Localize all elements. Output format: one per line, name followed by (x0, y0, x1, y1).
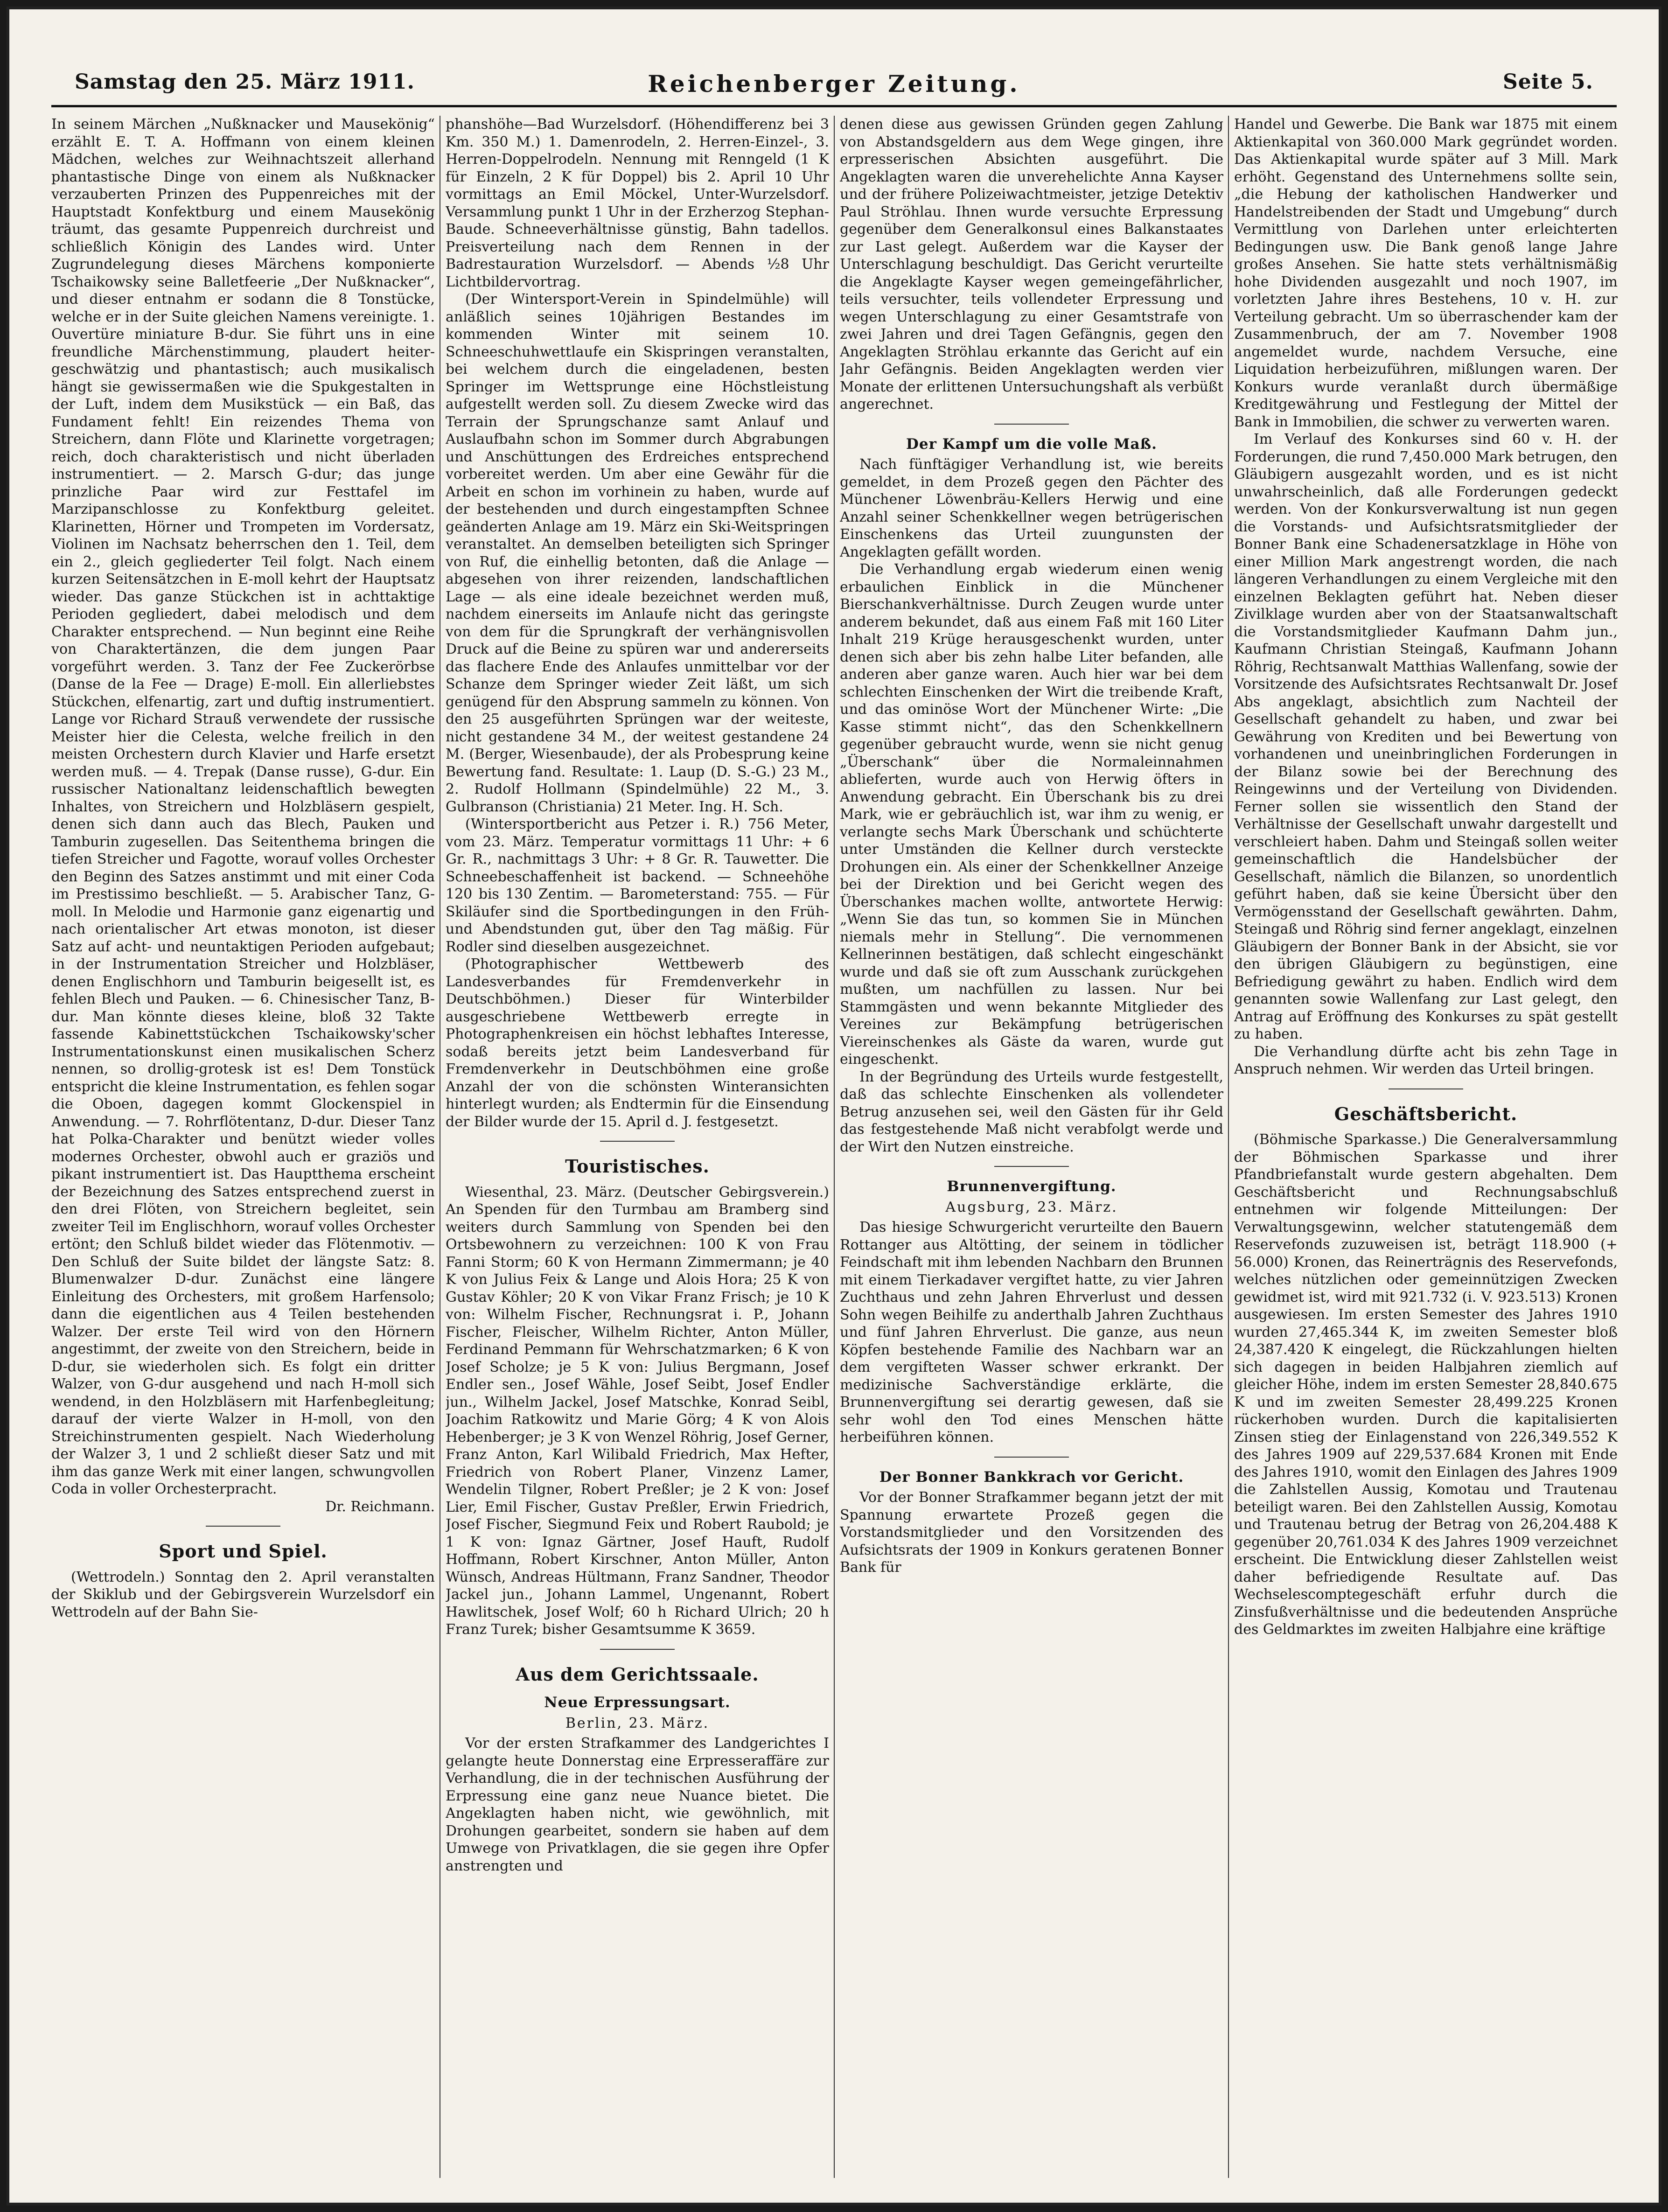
dateline-augsburg: Augsburg, 23. März. (945, 1199, 1118, 1215)
column-divider (834, 116, 835, 2178)
article-wiesenthal: Wiesenthal, 23. März. (Deutscher Gebirgsverein.) An Spenden für den Turmbau am Bramberg sind weiters durch Sammlung von Spenden bei den Ortsbewohnern zu verzeichnen: 100 K von Frau Fanni Storm; 60 K von Hermann Zimmermann; je 40 K von Julius Feix & Lange und Alois Hora; 25 K von Gustav Köhler; 20 K von Vikar Franz Frisch; je 10 K von: Wilhelm Fischer, Rechnungsrat i. P., Johann Fischer, Fleischer, Wilhelm Richter, Anton Müller, Ferdinand Pemmann für Wehrschatzmarken; 6 K von Josef Scholze; je 5 K von: Julius Bergmann, Josef Endler sen., Josef Wähle, Josef Seibt, Josef Endler jun., Wilhelm Jackel, Josef Matschke, Konrad Seibl, Joachim Ratkowitz und Marie Görg; 4 K von Alois Hebenberger; je 3 K von Wenzel Röhrig, Josef Gerner, Franz Anton, Karl Wilibald Friedrich, Max Hefter, Friedrich von Robert Planer, Vinzenz Lamer, Wendelin Tilgner, Robert Preßler; je 2 K von: Josef Lier, Emil Fischer, Gustav Preßler, Erwin Friedrich, Josef Fischer, Siegmund Feix und Robert Raubold; je 1 K von: Ignaz Gärtner, Josef Hauft, Rudolf Hoffmann, Robert Kirschner, Anton Müller, Anton Wünsch, Andreas Hültmann, Franz Sandner, Theodor Jackel jun., Johann Lammel, Ungenannt, Robert Hawlitschek, Josef Wolf; 60 h Richard Ulrich; 20 h Franz Turek; bisher Gesamtsumme K 3659. (446, 1184, 829, 1638)
column-divider (1228, 116, 1229, 2178)
divider (994, 1166, 1069, 1167)
article-title-mass: Der Kampf um die volle Maß. (906, 435, 1157, 453)
column-2 (446, 116, 829, 2178)
article-title-brunnen: Brunnenvergiftung. (947, 1178, 1117, 1195)
section-heading-touristisches: Touristisches. (565, 1156, 710, 1177)
article-nutcracker: In seinem Märchen „Nußknacker und Mausekönig“ erzählt E. T. A. Hoffmann von einem kleinen Mädchen, welches zur Weihnachtszeit allerhand phantastische Dinge von einem als Nußknacker verzauberten Prinzen des Puppenreiches mit der Hauptstadt Konfektburg und einem Mausekönig träumt, das gesamte Puppenreich durchreist und schließlich Königin des Landes wird. Unter Zugrundelegung dieses Märchens komponierte Tschaikowsky seine Balletfeerie „Der Nußknacker“, und dieser entnahm er sodann die 8 Tonstücke, welche er in der Suite gleichen Namens vereinigte. 1. Ouvertüre miniature B-dur. Sie führt uns in eine freundliche Märchenstimmung, plaudert heiter-geschwätzig und phantastisch; auch musikalisch hängt sie gewissermaßen wie die Spukgestalten in der Luft, indem dem Musikstück — ein Baß, das Fundament fehlt! Ein reizendes Thema von Streichern, dann Flöte und Klarinette vorgetragen; reich, doch charakteristisch und nicht überladen instrumentiert. — 2. Marsch G-dur; das junge prinzliche Paar wird zur Festtafel im Marzipanschlosse zu Konfektburg geleitet. Klarinetten, Hörner und Trompeten im Vordersatz, Violinen im Nachsatz beherrschen den 1. Teil, dem ein 2., gleich gegliederter Teil folgt. Nach einem kurzen Seitensätzchen in E-moll kehrt der Hauptsatz wieder. Das ganze Stückchen ist in achttaktige Perioden gegliedert, dabei melodisch und dem Charakter entsprechend. — Nun beginnt eine Reihe von Charaktertänzen, die dem jungen Paar vorgeführt werden. 3. Tanz der Fee Zuckerörbse (Danse de la Fee — Drage) E-moll. Ein allerliebstes Stückchen, elfenartig, zart und duftig instrumentiert. Lange vor Richard Strauß verwendete der russische Meister hier die Celesta, welche freilich in den meisten Orchestern durch Klavier und Harfe ersetzt werden muß. — 4. Trepak (Danse russe), G-dur. Ein russischer Nationaltanz leidenschaftlich bewegten Inhaltes, von Streichern und Holzbläsern gespielt, denen sich dann auch das Blech, Pauken und Tamburin zugesellen. Das Seitenthema bringen die tiefen Streicher und Fagotte, worauf volles Orchester den Beginn des Satzes anstimmt und mit einer Coda im Prestissimo beschließt. — 5. Arabischer Tanz, G-moll. In Melodie und Harmonie ganz eigenartig und nach orientalischer Art etwas monoton, ist dieser Satz auf acht- und neuntaktigen Perioden aufgebaut; in der Instrumentation Streicher und Holzbläser, denen Englischhorn und Tamburin beigesellt ist, es fehlen Blech und Pauken. — 6. Chinesischer Tanz, B-dur. Man könnte dieses kleine, bloß 32 Takte fassende Kabinettstückchen Tschaikowsky'scher Instrumentationskunst einen musikalischen Scherz nennen, so drollig-grotesk ist es! Dem Tonstück entspricht die kleine Instrumentation, es fehlen sogar die Oboen, dagegen kommt Glockenspiel in Anwendung. — 7. Rohrflötentanz, D-dur. Dieser Tanz hat Polka-Charakter und benützt wieder volles modernes Orchester, obwohl auch er graziös und pikant instrumentiert ist. Das Hauptthema erscheint der Bezeichnung des Satzes entsprechend zuerst in den drei Flöten, von Streichern begleitet, sein zweiter Teil im Englischhorn, worauf volles Orchester ertönt; den Schluß bildet wieder das Flötenmotiv. — Den Schluß der Suite bildet der längste Satz: 8. Blumenwalzer D-dur. Zunächst eine längere Einleitung des Orchesters, mit großem Harfensolo; dann die eigentlichen aus 4 Teilen bestehenden Walzer. Der erste Teil wird von den Hörnern angestimmt, der zweite von den Streichern, beide in D-dur, sie wiederholen sich. Es folgt ein dritter Walzer, von G-dur ausgehend und nach H-moll sich wendend, in den Holzbläsern mit Harfenbegleitung; darauf der vierte Walzer in H-moll, von den Streichinstrumenten gespielt. Nach Wiederholung der Walzer 3, 1 und 2 schließt dieser Satz und mit ihm das ganze Werk mit einer langen, schwungvollen Coda in voller Orchesterpracht. (51, 116, 435, 1497)
divider (994, 424, 1069, 425)
newspaper-page (7, 7, 1661, 2205)
column-4 (1234, 116, 1618, 2178)
section-heading-sport: Sport und Spiel. (159, 1541, 328, 1562)
issue-date: Samstag den 25. März 1911. (75, 70, 415, 94)
column-3 (840, 116, 1223, 2178)
article-spindelmuehle: (Der Wintersport-Verein in Spindelmühle) will anläßlich seines 10jährigen Bestandes im kommenden Winter mit seinem 10. Schneeschuhwettlaufe ein Skispringen veranstalten, bei welchem durch die eingeladenen, besten Springer im Wettsprunge eine Höchstleistung aufgestellt werden soll. Zu diesem Zwecke wird das Terrain der Sprungschanze samt Anlauf und Auslaufbahn schon im Sommer durch Abgrabungen und Anschüttungen des Erdreiches entsprechend vorbereitet werden. Um aber eine Gewähr für die Arbeit en schon im vorhinein zu haben, wurde auf der bestehenden und durch eingestampften Schnee geänderten Anlage am 19. März ein Ski-Weitspringen veranstaltet. An demselben beteiligten sich Springer von Ruf, die einhellig betonten, daß die Anlage — abgesehen von ihrer reizenden, landschaftlichen Lage — als eine ideale bezeichnet werden muß, nachdem einerseits im Anlaufe nicht das geringste von dem für die Sprungkraft der verhängnisvollen Druck auf die Beine zu spüren war und andererseits das flachere Ende des Anlaufes unmittelbar vor der Schanze dem Springer wieder Zeit läßt, um sich genügend für den Absprung sammeln zu können. Von den 25 ausgeführten Sprüngen war der weiteste, nicht gestandene 34 M., der weitest gestandene 24 M. (Berger, Wiesenbaude), der als Probesprung keine Bewertung fand. Resultate: 1. Laup (D. S.-G.) 23 M., 2. Rudolf Hollmann (Spindelmühle) 22 M., 3. Gulbranson (Christiania) 21 Meter. Ing. H. Sch. (446, 291, 829, 815)
article-bonner-bank-cont: Handel und Gewerbe. Die Bank war 1875 mit einem Aktienkapital von 360.000 Mark gegründet worden. Das Aktienkapital wurde später auf 3 Mill. Mark erhöht. Gegenstand des Unternehmens sollte sein, „die Hebung der katholischen Handwerker und Handelstreibenden der Stadt und Umgebung“ durch Vermittlung von Darlehen unter erleichterten Bedingungen usw. Die Bank genoß lange Jahre großes Ansehen. Sie hatte stets verhältnismäßig hohe Dividenden ausgezahlt und noch 1907, im vorletzten Jahre ihres Bestehens, 10 v. H. zur Verteilung gebracht. Um so überraschender kam der Zusammenbruch, der am 7. November 1908 angemeldet wurde, nachdem Versuche, eine Liquidation herbeizuführen, mißlungen waren. Der Konkurs wurde veranlaßt durch übermäßige Kreditgewährung und Festlegung der Mittel der Bank in Immobilien, die schwer zu verwerten waren. (1234, 116, 1618, 430)
masthead-title: Reichenberger Zeitung. (648, 70, 1020, 98)
article-erpressung: Vor der ersten Strafkammer des Landgerichtes I gelangte heute Donnerstag eine Erpresseraffäre zur Verhandlung, die in der technischen Ausführung der Erpressung eine ganz neue Nuance bietet. Die Angeklagten haben nicht, wie gewöhnlich, mit Drohungen gearbeitet, sondern sie haben auf dem Umwege von Privatklagen, die sie gegen ihre Opfer anstrengten und (446, 1735, 829, 1874)
dateline-berlin: Berlin, 23. März. (565, 1715, 710, 1731)
article-title-bonner-bank: Der Bonner Bankkrach vor Gericht. (879, 1468, 1184, 1486)
article-photo-contest: (Photographischer Wettbewerb des Landesverbandes für Fremdenverkehr in Deutschböhmen.) Dieser für Winterbilder ausgeschriebene Wettbewerb erregte in Photographenkreisen ein höchst lebhaftes Interesse, sodaß bereits jetzt beim Landesverband für Fremdenverkehr in Deutschböhmen eine große Anzahl der von die schönsten Winteransichten hinterlegt wurden; als Endtermin für die Einsendung der Bilder wurde der 15. April d. J. festgesetzt. (446, 956, 829, 1130)
article-mass-intro: Nach fünftägiger Verhandlung ist, wie bereits gemeldet, in dem Prozeß gegen den Pächter des Münchener Löwenbräu-Kellers Herwig und eine Anzahl seiner Schenkkellner wegen betrügerischen Einschenkens das Urteil zuungunsten der Angeklagten gefällt worden. (840, 456, 1223, 560)
column-1 (51, 116, 435, 2178)
article-bonner-bank-end: Die Verhandlung dürfte acht bis zehn Tage in Anspruch nehmen. Wir werden das Urteil bringen. (1234, 1043, 1618, 1077)
article-erpressung-cont: denen diese aus gewissen Gründen gegen Zahlung von Abstandsgeldern aus dem Wege gingen, ihre erpresserischen Absichten ausgeführt. Die Angeklagten waren die unverehelichte Anna Kayser und der frühere Polizeiwachtmeister, jetzige Detektiv Paul Ströhlau. Ihnen wurde versuchte Erpressung gegenüber dem Generalkonsul eines Balkanstaates zur Last gelegt. Außerdem war die Kayser der Unterschlagung beschuldigt. Das Gericht verurteilte die Angeklagte Kayser wegen gemeingefährlicher, teils versuchter, teils vollendeter Erpressung und wegen Unterschlagung zu einer Gesamtstrafe von zwei Jahren und drei Tagen Gefängnis, gegen den Angeklagten Ströhlau erkannte das Gericht auf ein Jahr Gefängnis. Beiden Angeklagten werden vier Monate der erlittenen Untersuchungshaft als verbüßt angerechnet. (840, 116, 1223, 412)
divider (206, 1526, 280, 1527)
section-heading-geschaeftsbericht: Geschäftsbericht. (1334, 1103, 1518, 1124)
divider (994, 1457, 1069, 1458)
article-bonner-bank-konkurs: Im Verlauf des Konkurses sind 60 v. H. der Forderungen, die rund 7,450.000 Mark betrugen, den Gläubigern ausgezahlt worden, und es ist nicht unwahrscheinlich, daß alle Forderungen gedeckt werden. Von der Konkursverwaltung ist nun gegen die Vorstands- und Aufsichtsratsmitglieder der Bonner Bank eine Schadenersatzklage in Höhe von einer Million Mark angestrengt worden, die nach längeren Verhandlungen zu einem Vergleiche mit den einzelnen Beklagten geführt hat. Neben dieser Zivilklage wurden aber von der Staatsanwaltschaft die Vorstandsmitglieder Kaufmann Dahm jun., Kaufmann Christian Steingaß, Kaufmann Johann Röhrig, Rechtsanwalt Matthias Wallenfang, sowie der Vorsitzende des Aufsichtsrates Rechtsanwalt Dr. Josef Abs angeklagt, absichtlich zum Nachteil der Gesellschaft gehandelt zu haben, und zwar bei Gewährung von Krediten und bei Bewertung von vorhandenen und uneinbringlichen Forderungen in der Bilanz sowie bei der Berechnung des Reingewinns und der Verteilung von Dividenden. Ferner sollen sie wissentlich den Stand der Verhältnisse der Gesellschaft unwahr dargestellt und verschleiert haben. Dahm und Steingaß sollen weiter gemeinschaftlich die Handelsbücher der Gesellschaft, nämlich die Bilanzen, so unordentlich geführt haben, daß sie keine Übersicht über den Vermögensstand der Gesellschaft gewährten. Dahm, Steingaß und Röhrig sind ferner angeklagt, einzelnen Gläubigern der Bonner Bank in der Absicht, sie vor den übrigen Gläubigern zu begünstigen, eine Befriedigung gewährt zu haben. Endlich wird dem genannten sowie Wallenfang zur Last gelegt, den Antrag auf Eröffnung des Konkurses zu spät gestellt zu haben. (1234, 431, 1618, 1042)
article-petzer: (Wintersportbericht aus Petzer i. R.) 756 Meter, vom 23. März. Temperatur vormittags 11 Uhr: + 6 Gr. R., nachmittags 3 Uhr: + 8 Gr. R. Tauwetter. Die Schneebeschaffenheit ist backend. — Schneehöhe 120 bis 130 Zentim. — Barometerstand: 755. — Für Skiläufer sind die Sportbedingungen in den Früh- und Abendstunden gut, über den Tag mäßig. Für Rodler sind dieselben ausgezeichnet. (446, 816, 829, 955)
article-mass-verdict: In der Begründung des Urteils wurde festgestellt, daß das schlechte Einschenken als vollendeter Betrug anzusehen sei, weil den Gästen für ihr Geld das festgestehende Maß nicht verabfolgt werde und der Wirt den Nutzen einstreiche. (840, 1068, 1223, 1155)
page-number: Seite 5. (1502, 70, 1593, 94)
article-wettrodeln: (Wettrodeln.) Sonntag den 2. April veranstalten der Skiklub und der Gebirgsverein Wurzelsdorf ein Wettrodeln auf der Bahn Sie- (51, 1569, 435, 1620)
article-mass-body: Die Verhandlung ergab wiederum einen wenig erbaulichen Einblick in die Münchener Bierschankverhältnisse. Durch Zeugen wurde unter anderem bekundet, daß aus einem Faß mit 160 Liter Inhalt 219 Krüge herausgeschenkt wurden, unter denen sich aber bis zehn halbe Liter befanden, alle anderen aber ganze waren. Auch hier war bei dem schlechten Einschenken der Wirt die treibende Kraft, und das ominöse Wort der Münchener Wirte: „Die Kasse stimmt nicht“, das den Schenkkellnern gegenüber gebraucht wurde, wenn sie nicht genug „Überschank“ über die Normaleinnahmen ablieferten, wurde auch von Herwig öfters in Anwendung gebracht. Ein Überschank bis zu drei Mark, wie er gebräuchlich ist, war ihm zu wenig, er verlangte sechs Mark Überschank und schüchterte unter Umständen die Kellner durch versteckte Drohungen ein. Als einer der Schenkkellner Anzeige bei der Direktion und bei Gericht wegen des Überschankes machen wollte, antwortete Herwig: „Wenn Sie das tun, so kommen Sie in München niemals mehr in Stellung“. Die vernommenen Kellnerinnen bestätigen, daß schlecht eingeschänkt wurde und daß sie oft zum Ausschank zurückgehen mußten, um nachfüllen zu lassen. Nur bei Stammgästen und wenn bekannte Mitglieder des Vereines zur Bekämpfung betrügerischen Viereinschenkes als Gäste da waren, wurde gut eingeschenkt. (840, 561, 1223, 1068)
header-rule (51, 105, 1617, 107)
article-sparkasse: (Böhmische Sparkasse.) Die Generalversammlung der Böhmischen Sparkasse und ihrer Pfandbriefanstalt wurde gestern abgehalten. Dem Geschäftsbericht und Rechnungsabschluß entnehmen wir folgende Mitteilungen: Der Verwaltungsgewinn, welcher statutengemäß dem Reservefonds zuzuweisen ist, beträgt 118.900 (+ 56.000) Kronen, das Reinerträgnis des Reservefonds, welches nützlichen oder gemeinnützigen Zwecken gewidmet ist, wird mit 921.732 (i. V. 923.513) Kronen ausgewiesen. Im ersten Semester des Jahres 1910 wurden 27,465.344 K, im zweiten Semester bloß 24,387.420 K eingelegt, die Rückzahlungen hielten sich dagegen in beiden Halbjahren ziemlich auf gleicher Höhe, indem im ersten Semester 28,840.675 K und im zweiten Semester 28,499.225 Kronen rückerhoben wurden. Durch die kapitalisierten Zinsen stieg der Einlagenstand von 226,349.552 K des Jahres 1909 auf 229,537.684 Kronen mit Ende des Jahres 1910, womit den Einlagen des Jahres 1909 die Zahlstellen Aussig, Komotau und Trautenau beteiligt waren. Bei den Zahlstellen Aussig, Komotau und Trautenau betrug der Betrag von 26,204.488 K gegenüber 20,761.034 K des Jahres 1909 verzeichnet erscheint. Die Entwicklung dieser Zahlstellen weist daher befriedigende Resultate auf. Das Wechselescomptegeschäft erfuhr durch die Zinsfußverhältnisse und die bedeutenden Ansprüche des Geldmarktes im zweiten Halbjahre eine kräftige (1234, 1131, 1618, 1638)
article-bonner-bank: Vor der Bonner Strafkammer begann jetzt der mit Spannung erwartete Prozeß gegen die Vorstandsmitglieder und den Vorsitzenden des Aufsichtsrats der 1909 in Konkurs geratenen Bonner Bank für (840, 1489, 1223, 1576)
section-heading-gerichtssaal: Aus dem Gerichtssaale. (516, 1663, 759, 1685)
article-brunnen: Das hiesige Schwurgericht verurteilte den Bauern Rottanger aus Altötting, der seinem in tödlicher Feindschaft mit ihm lebenden Nachbarn den Brunnen mit einem Tierkadaver vergiftet hatte, zu vier Jahren Zuchthaus und zehn Jahren Ehrverlust und dessen Sohn wegen Beihilfe zu anderthalb Jahren Zuchthaus und fünf Jahren Ehrverlust. Die ganze, aus neun Köpfen bestehende Familie des Nachbarn war an dem vergifteten Wasser schwer erkrankt. Der medizinische Sachverständige erklärte, die Brunnenvergiftung sei derartig gewesen, daß sie sehr wohl den Tod eines Menschen hätte herbeiführen können. (840, 1219, 1223, 1445)
article-title-erpressung: Neue Erpressungsart. (544, 1694, 731, 1711)
article-wettrodeln-cont: phanshöhe—Bad Wurzelsdorf. (Höhendifferenz bei 3 Km. 350 M.) 1. Damenrodeln, 2. Herren-Einzel-, 3. Herren-Doppelrodeln. Nennung mit Renngeld (1 K für Einzeln, 2 K für Doppel) bis 2. April 10 Uhr vormittags an Emil Möckel, Unter-Wurzelsdorf. Versammlung punkt 1 Uhr in der Erzherzog Stephan-Baude. Schneeverhältnisse günstig, Bahn tadellos. Preisverteilung nach dem Rennen in der Badrestauration Wurzelsdorf. — Abends ½8 Uhr Lichtbildervortrag. (446, 116, 829, 290)
divider (600, 1141, 675, 1142)
author-signature: Dr. Reichmann. (325, 1498, 435, 1515)
divider (600, 1649, 675, 1650)
